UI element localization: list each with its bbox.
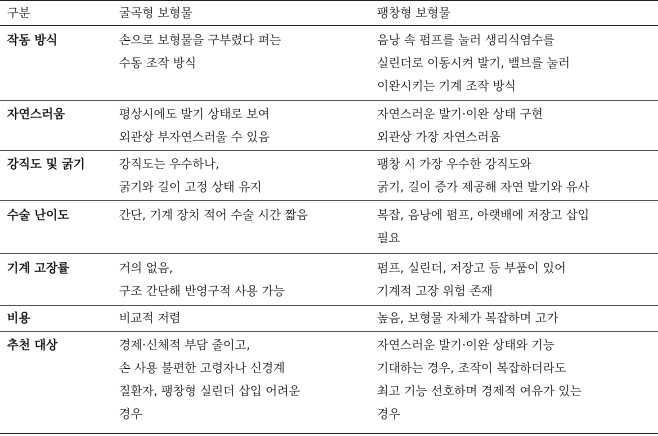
cell-line: 질환자, 팽창형 실린더 삽입 어려운 xyxy=(119,384,301,398)
cell-line: 강직도는 우수하나, xyxy=(119,157,220,171)
cell-line: 평상시에도 발기 상태로 보여 xyxy=(119,107,270,121)
cell-line: 손으로 보형물을 구부렸다 펴는 xyxy=(119,33,282,47)
inflatable-cell xyxy=(377,29,652,98)
cell-line: 굵기, 길이 증가 제공해 자연 발기와 유사 xyxy=(377,180,590,194)
inflatable-cell xyxy=(377,334,652,426)
cell-line: 펌프, 실린더, 저장고 등 부품이 있어 xyxy=(377,261,566,275)
cell-line: 경제·신체적 부담 줄이고, xyxy=(119,338,251,352)
bendable-cell xyxy=(119,257,359,303)
cell-line: 자연스러운 발기·이완 상태와 기능 xyxy=(377,338,555,352)
cell-line: 자연스러운 발기·이완 상태 구현 xyxy=(377,107,543,121)
row-label: 추천 대상 xyxy=(7,338,58,352)
inflatable-cell xyxy=(377,103,652,149)
cell-line: 최고 기능 선호하며 경제적 여유가 있는 xyxy=(377,384,582,398)
table-header xyxy=(0,0,658,26)
row-label: 강직도 및 굵기 xyxy=(7,157,85,171)
table-row xyxy=(0,26,658,101)
bendable-cell xyxy=(119,153,359,199)
cell-line: 높음, 보형물 자체가 복잡하며 고가 xyxy=(377,311,559,325)
cell-line: 실린더로 이동시켜 발기, 밸브를 눌러 xyxy=(377,56,570,70)
row-label: 수술 난이도 xyxy=(7,208,70,222)
cell-line: 수동 조작 방식 xyxy=(119,56,197,70)
table-row xyxy=(0,151,658,201)
cell-line: 외관상 부자연스러울 수 있음 xyxy=(119,130,270,144)
bendable-cell xyxy=(119,307,359,330)
row-label: 작동 방식 xyxy=(7,33,58,47)
cell-line: 외관상 가장 자연스러움 xyxy=(377,130,501,144)
row-label: 자연스러움 xyxy=(7,107,65,121)
table-row xyxy=(0,332,658,434)
cell-line: 음낭 속 펌프를 눌러 생리식염수를 xyxy=(377,33,555,47)
bendable-cell xyxy=(119,103,359,149)
bendable-cell xyxy=(119,204,359,227)
cell-line: 팽창 시 가장 우수한 강직도와 xyxy=(377,157,532,171)
cell-line: 비교적 저렴 xyxy=(119,311,181,325)
cell-line: 거의 없음, xyxy=(119,261,173,275)
inflatable-cell xyxy=(377,204,652,250)
cell-line: 이완시키는 기계 조작 방식 xyxy=(377,79,516,93)
inflatable-cell xyxy=(377,307,652,330)
cell-line: 복잡, 음낭에 펌프, 아랫배에 저장고 삽입 xyxy=(377,208,590,222)
inflatable-cell xyxy=(377,257,652,303)
table-row xyxy=(0,201,658,254)
cell-line: 굵기와 길이 고정 상태 유지 xyxy=(119,180,262,194)
cell-line: 간단, 기계 장치 적어 수술 시간 짧음 xyxy=(119,208,308,222)
table-row xyxy=(0,101,658,151)
row-label: 비용 xyxy=(7,311,31,325)
cell-line: 기대하는 경우, 조작이 복잡하더라도 xyxy=(377,361,567,375)
header-bendable-implant: 굴곡형 보형물 xyxy=(119,6,193,20)
bendable-cell xyxy=(119,29,359,75)
cell-line: 경우 xyxy=(377,407,401,421)
cell-line: 기계적 고장 위험 존재 xyxy=(377,284,493,298)
cell-line: 손 사용 불편한 고령자나 신경계 xyxy=(119,361,285,375)
cell-line: 구조 간단해 반영구적 사용 가능 xyxy=(119,284,285,298)
inflatable-cell xyxy=(377,153,652,199)
bendable-cell xyxy=(119,334,359,426)
table-row xyxy=(0,306,658,332)
row-label: 기계 고장률 xyxy=(7,261,70,275)
cell-line: 경우 xyxy=(119,407,143,421)
table-row xyxy=(0,254,658,306)
header-category: 구분 xyxy=(7,6,31,20)
header-inflatable-implant: 팽창형 보형물 xyxy=(377,6,451,20)
cell-line: 필요 xyxy=(377,231,401,245)
